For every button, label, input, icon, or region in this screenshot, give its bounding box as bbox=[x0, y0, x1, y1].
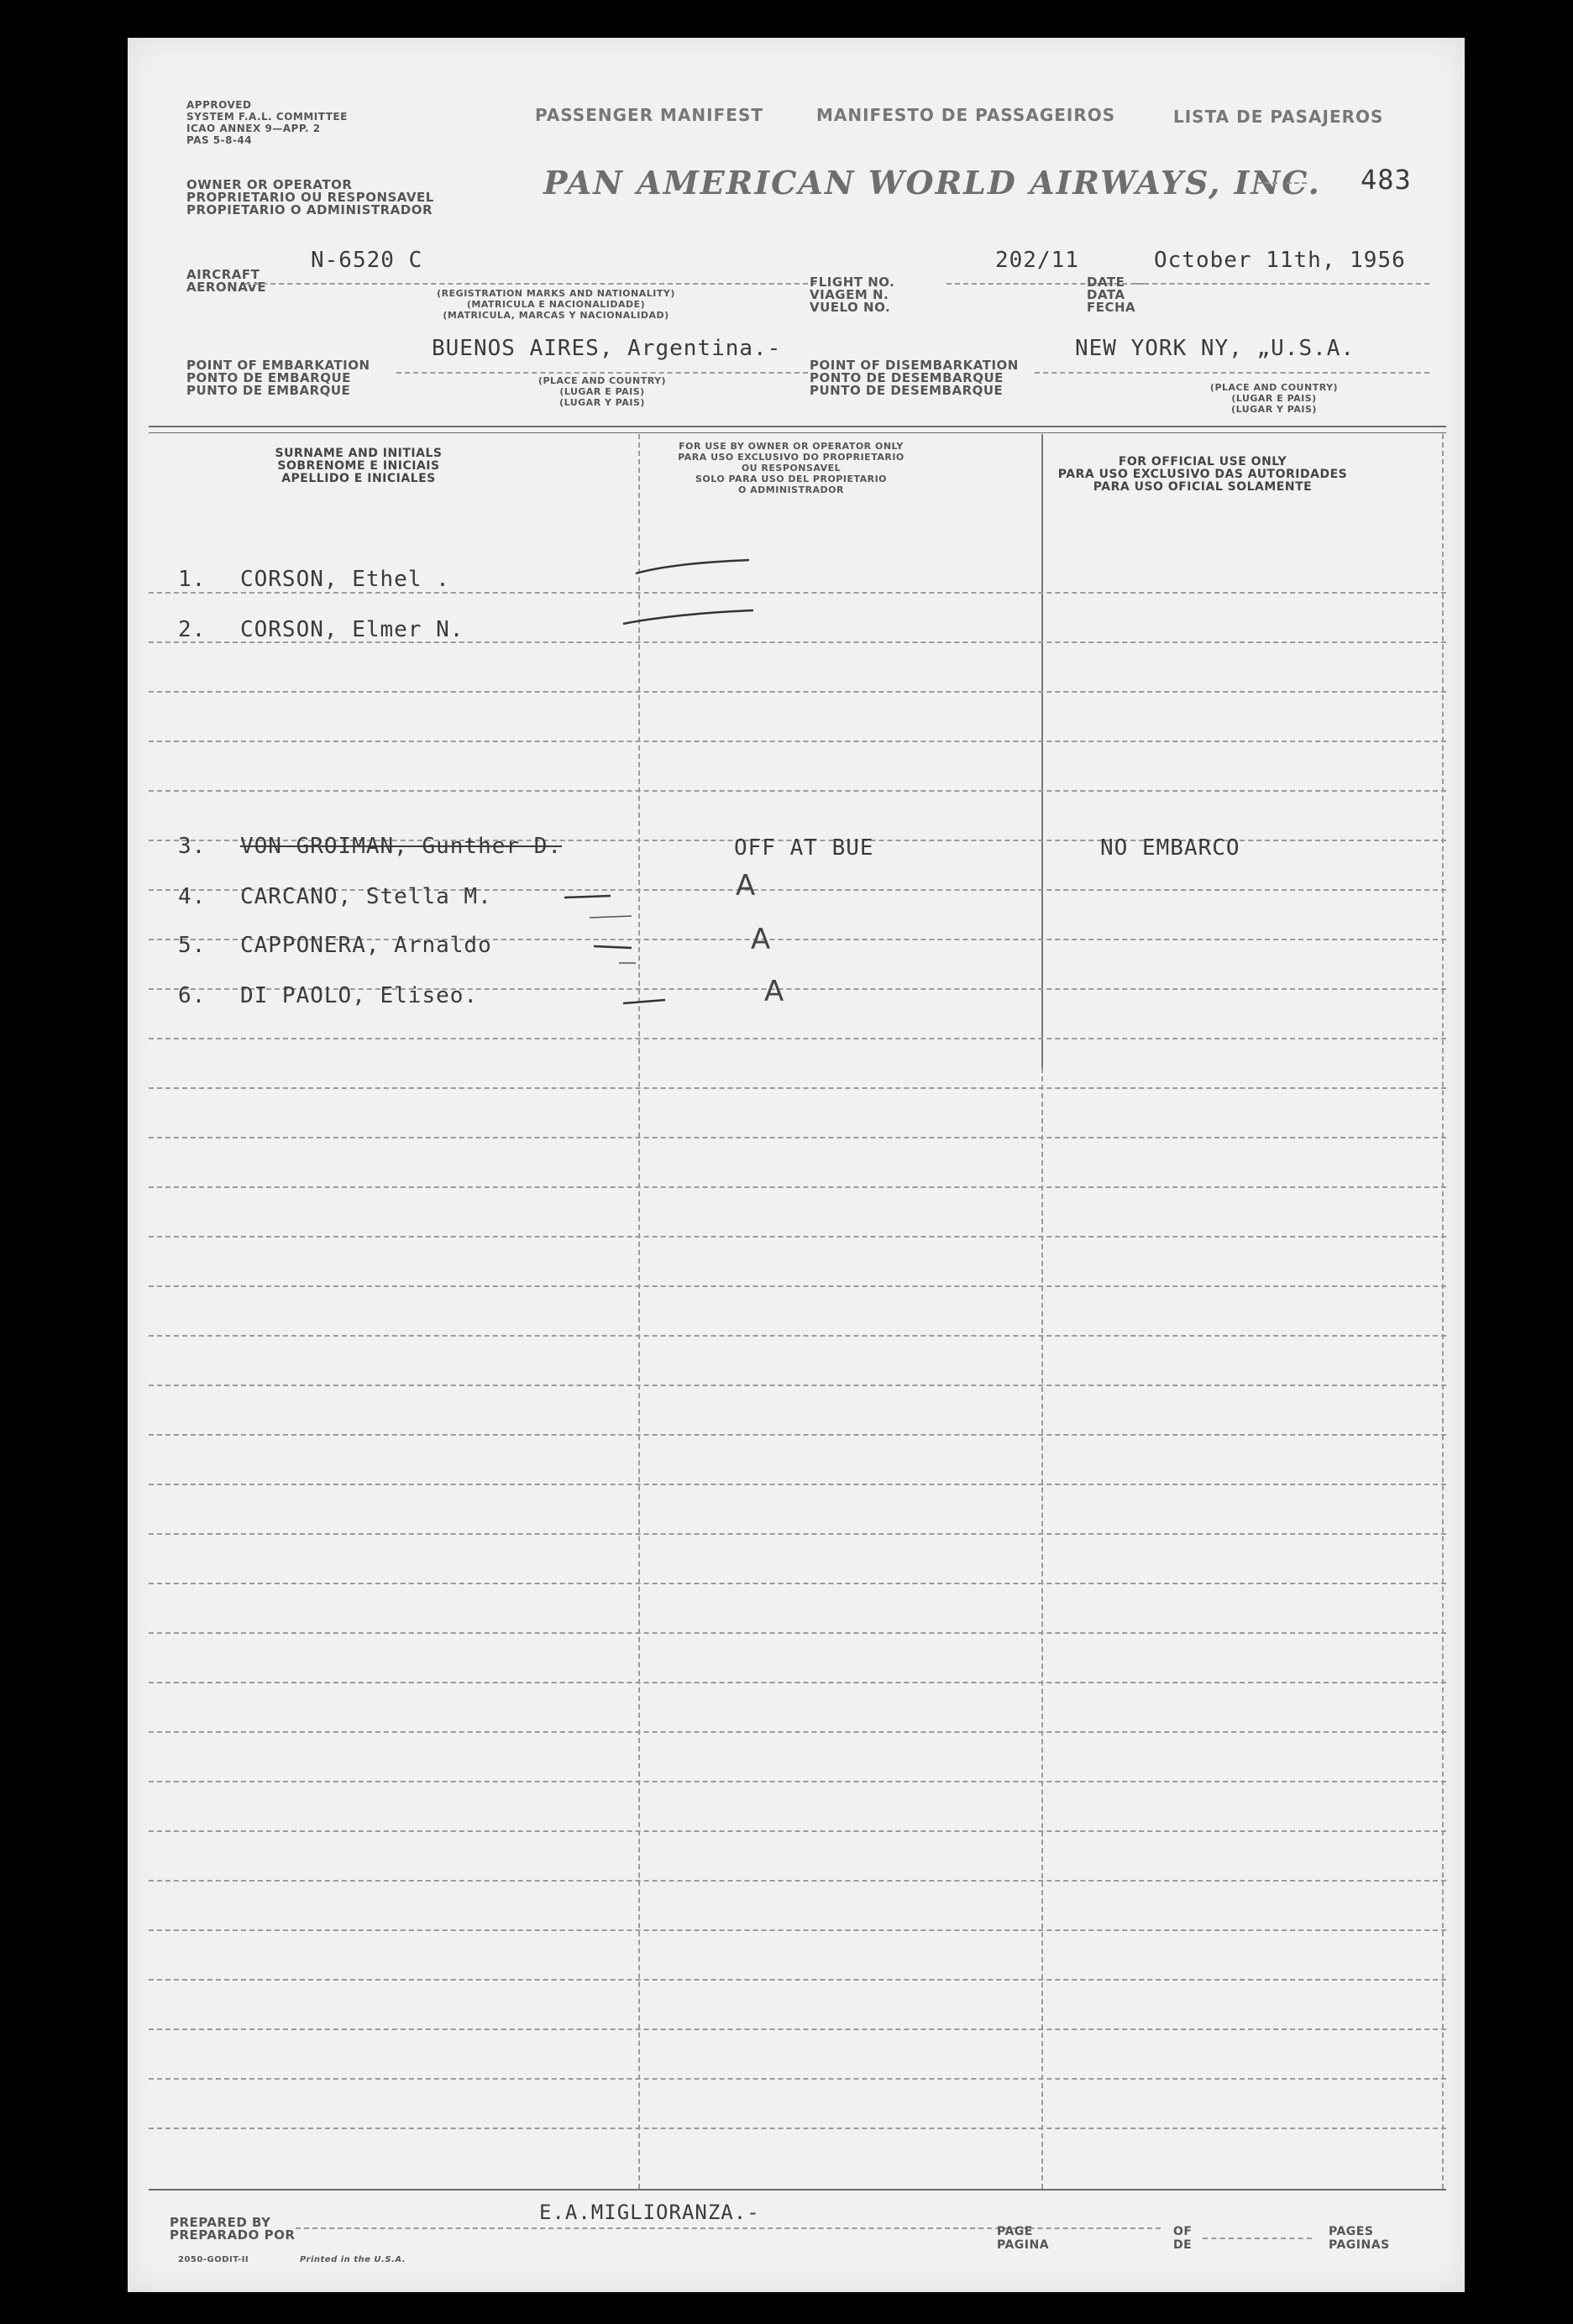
disembarkation-value: NEW YORK NY, „U.S.A. bbox=[1075, 336, 1355, 361]
page-label-line: PAGE bbox=[997, 2225, 1033, 2238]
approval-line: APPROVED bbox=[186, 99, 252, 111]
manifest-sheet bbox=[128, 38, 1465, 2292]
prepared-label-line: PREPARADO POR bbox=[170, 2227, 296, 2243]
ruled-line bbox=[149, 1484, 1446, 1485]
embark-label-line: PONTO DE EMBARQUE bbox=[186, 370, 351, 385]
pen-dash bbox=[623, 1000, 665, 1003]
sheet-number: 483 bbox=[1361, 164, 1412, 196]
ruled-line bbox=[149, 1731, 1446, 1733]
ruled-line bbox=[149, 1335, 1446, 1337]
ruled-line bbox=[149, 1087, 1446, 1089]
flight-label-line: VUELO NO. bbox=[810, 300, 891, 315]
prepared-label bbox=[170, 2217, 295, 2242]
of-label bbox=[1173, 2225, 1192, 2252]
operator-header-line: O ADMINISTRADOR bbox=[737, 484, 845, 495]
aircraft-caption-line: (MATRICULA, MARCAS Y NACIONALIDAD) bbox=[443, 310, 669, 321]
date-label-line: DATE bbox=[1087, 275, 1125, 290]
handwritten-mark: A bbox=[751, 923, 771, 956]
place-caption-line: (LUGAR E PAIS) bbox=[1231, 393, 1317, 404]
title-portuguese: MANIFESTO DE PASSAGEIROS bbox=[816, 105, 1116, 125]
ruled-line bbox=[149, 1979, 1446, 1981]
embark-label-line: POINT OF EMBARKATION bbox=[186, 358, 370, 373]
ruled-line bbox=[149, 2028, 1446, 2030]
passenger-name: DI PAOLO, Eliseo. bbox=[239, 983, 479, 1008]
ruled-line bbox=[149, 1434, 1446, 1436]
ruled-line bbox=[149, 1830, 1446, 1832]
owner-label-line: PROPIETARIO O ADMINISTRADOR bbox=[186, 202, 433, 217]
place-caption-line: (LUGAR Y PAIS) bbox=[1231, 404, 1317, 415]
ruled-line bbox=[149, 1781, 1446, 1782]
flight-label-line: VIAGEM N. bbox=[810, 287, 889, 302]
official-header-line: PARA USO OFICIAL SOLAMENTE bbox=[1093, 480, 1313, 494]
date-value: October 11th, 1956 bbox=[1154, 248, 1406, 273]
pen-dash bbox=[590, 916, 632, 918]
disembark-label-line: PONTO DE DESEMBARQUE bbox=[810, 370, 1004, 385]
disembark-label-line: PUNTO DE DESEMBARQUE bbox=[810, 383, 1004, 398]
of-underline bbox=[1203, 2238, 1312, 2239]
aircraft-label-line: AIRCRAFT bbox=[186, 267, 260, 282]
passenger-name: CORSON, Elmer N. bbox=[239, 617, 464, 642]
aircraft-label-line: AERONAVE bbox=[186, 280, 267, 295]
prepared-label-line: PREPARED BY bbox=[170, 2215, 271, 2230]
pen-dash bbox=[564, 896, 611, 898]
place-caption-line: (PLACE AND COUNTRY) bbox=[1209, 382, 1339, 393]
title-spanish: LISTA DE PASAJEROS bbox=[1173, 107, 1384, 127]
place-caption-line: (LUGAR E PAIS) bbox=[559, 386, 645, 397]
owner-label-line: OWNER OR OPERATOR bbox=[186, 177, 353, 192]
flight-label-line: FLIGHT NO. bbox=[810, 275, 895, 290]
passenger-name: VON GROIMAN, Gunther D. bbox=[239, 834, 562, 859]
pen-dash bbox=[623, 610, 753, 624]
approval-line: SYSTEM F.A.L. COMMITTEE bbox=[186, 111, 348, 123]
approval-line: ICAO ANNEX 9—APP. 2 bbox=[186, 123, 321, 134]
flight-number: 202/11 bbox=[995, 248, 1079, 273]
embark-label-line: PUNTO DE EMBARQUE bbox=[186, 383, 351, 398]
operator-name: PAN AMERICAN WORLD AIRWAYS, INC. bbox=[543, 164, 1321, 202]
printed-note: Printed in the U.S.A. bbox=[300, 2255, 406, 2264]
place-caption-line: (PLACE AND COUNTRY) bbox=[537, 375, 667, 386]
form-code: 2050-GODIT-II bbox=[178, 2255, 249, 2264]
pages-label-line: PAGINAS bbox=[1329, 2238, 1390, 2252]
owner-label-line: PROPRIETARIO OU RESPONSAVEL bbox=[186, 190, 434, 205]
date-label-line: FECHA bbox=[1087, 300, 1136, 315]
ruled-line bbox=[149, 1186, 1446, 1188]
passenger-name: CORSON, Ethel . bbox=[239, 567, 450, 592]
aircraft-value: N-6520 C bbox=[311, 248, 423, 273]
ruled-line bbox=[149, 2128, 1446, 2129]
passenger-number: 5. bbox=[178, 933, 207, 958]
aircraft-caption-line: (MATRICULA E NACIONALIDADE) bbox=[466, 299, 646, 310]
handwritten-mark: A bbox=[764, 975, 784, 1008]
passenger-number: 6. bbox=[178, 983, 207, 1008]
prepared-by: E.A.MIGLIORANZA.- bbox=[539, 2201, 760, 2224]
official-header-line: FOR OFFICIAL USE ONLY bbox=[1118, 455, 1287, 468]
operator-header-line: OU RESPONSAVEL bbox=[741, 463, 842, 474]
passenger-number: 1. bbox=[178, 567, 207, 592]
page-label bbox=[997, 2225, 1049, 2252]
place-caption-line: (LUGAR Y PAIS) bbox=[559, 397, 645, 408]
aircraft-caption-line: (REGISTRATION MARKS AND NATIONALITY) bbox=[437, 288, 675, 299]
ruled-line bbox=[149, 1533, 1446, 1535]
pages-label bbox=[1329, 2225, 1390, 2252]
handwritten-mark: A bbox=[736, 869, 756, 903]
title-english: PASSENGER MANIFEST bbox=[535, 105, 763, 125]
handwritten-marks bbox=[128, 38, 1465, 1087]
table-bottom-border bbox=[149, 2189, 1446, 2191]
ruled-line bbox=[149, 1236, 1446, 1238]
of-label-line: DE bbox=[1173, 2238, 1193, 2252]
pages-label-line: PAGES bbox=[1329, 2225, 1374, 2238]
official-header-line: PARA USO EXCLUSIVO DAS AUTORIDADES bbox=[1057, 468, 1348, 481]
passenger-number: 2. bbox=[178, 617, 207, 642]
pen-dash bbox=[636, 560, 749, 573]
ruled-line bbox=[149, 1929, 1446, 1931]
operator-header-line: SOLO PARA USO DEL PROPIETARIO bbox=[695, 474, 888, 484]
official-remark: NO EMBARCO bbox=[1100, 835, 1240, 861]
of-label-line: OF bbox=[1173, 2225, 1193, 2238]
operator-header-line: FOR USE BY OWNER OR OPERATOR ONLY bbox=[679, 441, 904, 452]
operator-header-line: PARA USO EXCLUSIVO DO PROPRIETARIO bbox=[678, 452, 904, 463]
passenger-number: 4. bbox=[178, 884, 207, 909]
embarkation-value: BUENOS AIRES, Argentina.- bbox=[432, 336, 782, 361]
ruled-line bbox=[149, 1137, 1446, 1138]
ruled-line bbox=[149, 2078, 1446, 2080]
passenger-number: 3. bbox=[178, 834, 207, 859]
passenger-name: CAPPONERA, Arnaldo bbox=[239, 933, 492, 958]
operator-remark: OFF AT BUE bbox=[734, 835, 874, 861]
approval-line: PAS 5-8-44 bbox=[186, 134, 253, 146]
page-label-line: PAGINA bbox=[997, 2238, 1050, 2252]
names-header-line: APELLIDO E INICIALES bbox=[281, 472, 436, 485]
ruled-line bbox=[149, 1632, 1446, 1634]
passenger-name: CARCANO, Stella M. bbox=[239, 884, 492, 909]
ruled-line bbox=[149, 1384, 1446, 1386]
ruled-line bbox=[149, 1285, 1446, 1287]
date-label-line: DATA bbox=[1087, 287, 1125, 302]
pen-dash bbox=[594, 946, 632, 948]
ruled-line bbox=[149, 1880, 1446, 1882]
ruled-line bbox=[149, 1583, 1446, 1584]
ruled-line bbox=[149, 1682, 1446, 1683]
disembark-label-line: POINT OF DISEMBARKATION bbox=[810, 358, 1019, 373]
names-header-line: SOBRENOME E INICIAIS bbox=[277, 459, 440, 473]
names-header-line: SURNAME AND INITIALS bbox=[275, 447, 443, 460]
